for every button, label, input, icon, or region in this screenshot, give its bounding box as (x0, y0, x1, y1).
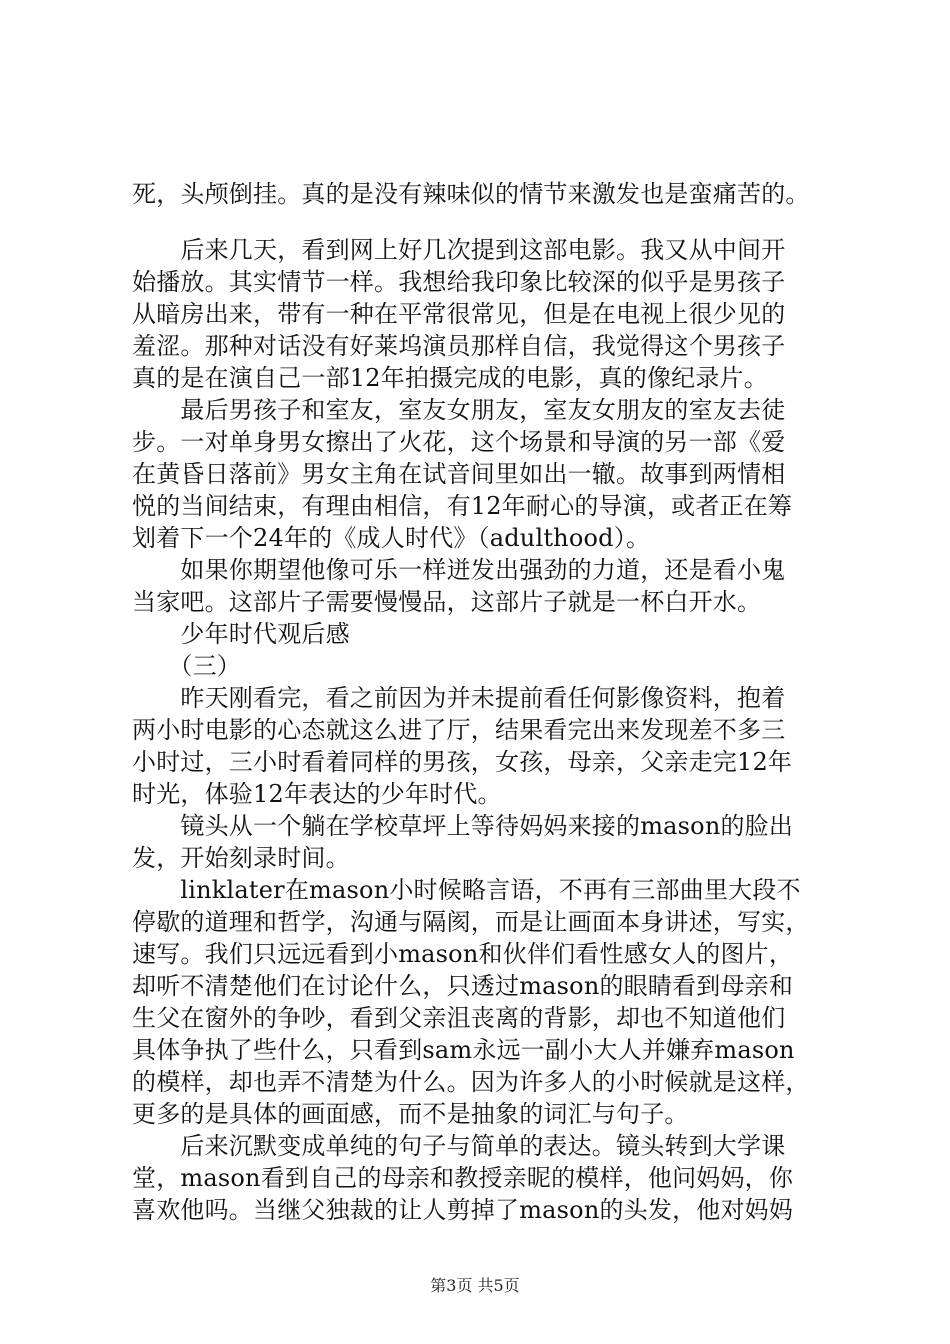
section-number: （三） (132, 652, 241, 680)
text-line-18: 小时过，三小时看着同样的男孩，女孩，母亲，父亲走完12年 (132, 748, 793, 776)
text-line-10: 悦的当间结束，有理由相信，有12年耐心的导演，或者正在筹 (132, 492, 793, 520)
text-line-4: 从暗房出来，带有一种在平常很常见，但是在电视上很少见的 (132, 300, 786, 328)
text-line-20: 镜头从一个躺在学校草坪上等待妈妈来接的mason的脸出 (132, 812, 794, 840)
text-line-3: 始播放。其实情节一样。我想给我印象比较深的似乎是男孩子 (132, 268, 786, 296)
text-line-32: 喜欢他吗。当继父独裁的让人剪掉了mason的头发，他对妈妈 (132, 1196, 794, 1224)
text-line-19: 时光，体验12年表达的少年时代。 (132, 780, 502, 808)
text-line-12: 如果你期望他像可乐一样迸发出强劲的力道，还是看小鬼 (132, 556, 786, 584)
text-line-21: 发，开始刻录时间。 (132, 844, 350, 872)
page-footer: 第3页 共5页 (430, 1276, 520, 1295)
text-line-23: 停歇的道理和哲学，沟通与隔阂，而是让画面本身讲述，写实， (132, 908, 810, 936)
text-line-17: 两小时电影的心态就这么进了厅，结果看完出来发现差不多三 (132, 716, 786, 744)
text-line-28: 的模样，却也弄不清楚为什么。因为许多人的小时候就是这样， (132, 1068, 810, 1096)
text-line-30: 后来沉默变成单纯的句子与简单的表达。镜头转到大学课 (132, 1132, 786, 1160)
text-line-1: 死，头颅倒挂。真的是没有辣味似的情节来激发也是蛮痛苦的。 (132, 180, 810, 208)
text-line-22: linklater在mason小时候略言语，不再有三部曲里大段不 (132, 876, 801, 904)
text-line-8: 步。一对单身男女擦出了火花，这个场景和导演的另一部《爱 (132, 428, 786, 456)
text-line-2: 后来几天，看到网上好几次提到这部电影。我又从中间开 (132, 236, 786, 264)
text-line-16: 昨天刚看完，看之前因为并未提前看任何影像资料，抱着 (132, 684, 786, 712)
text-line-13: 当家吧。这部片子需要慢慢品，这部片子就是一杯白开水。 (132, 588, 762, 616)
text-line-7: 最后男孩子和室友，室友女朋友，室友女朋友的室友去徒 (132, 396, 786, 424)
text-line-25: 却听不清楚他们在讨论什么，只透过mason的眼睛看到母亲和 (132, 972, 794, 1000)
text-line-11: 划着下一个24年的《成人时代》（adulthood）。 (132, 524, 651, 552)
text-line-29: 更多的是具体的画面感，而不是抽象的词汇与句子。 (132, 1100, 689, 1128)
text-line-24: 速写。我们只远远看到小mason和伙伴们看性感女人的图片， (132, 940, 794, 968)
text-line-9: 在黄昏日落前》男女主角在试音间里如出一辙。故事到两情相 (132, 460, 786, 488)
text-line-26: 生父在窗外的争吵，看到父亲沮丧离的背影，却也不知道他们 (132, 1004, 786, 1032)
text-line-5: 羞涩。那种对话没有好莱坞演员那样自信，我觉得这个男孩子 (132, 332, 786, 360)
section-title: 少年时代观后感 (132, 620, 350, 648)
text-line-27: 具体争执了些什么，只看到sam永远一副小大人并嫌弃mason (132, 1036, 795, 1064)
text-line-31: 堂，mason看到自己的母亲和教授亲昵的模样，他问妈妈，你 (132, 1164, 794, 1192)
text-line-6: 真的是在演自己一部12年拍摄完成的电影，真的像纪录片。 (132, 364, 768, 392)
